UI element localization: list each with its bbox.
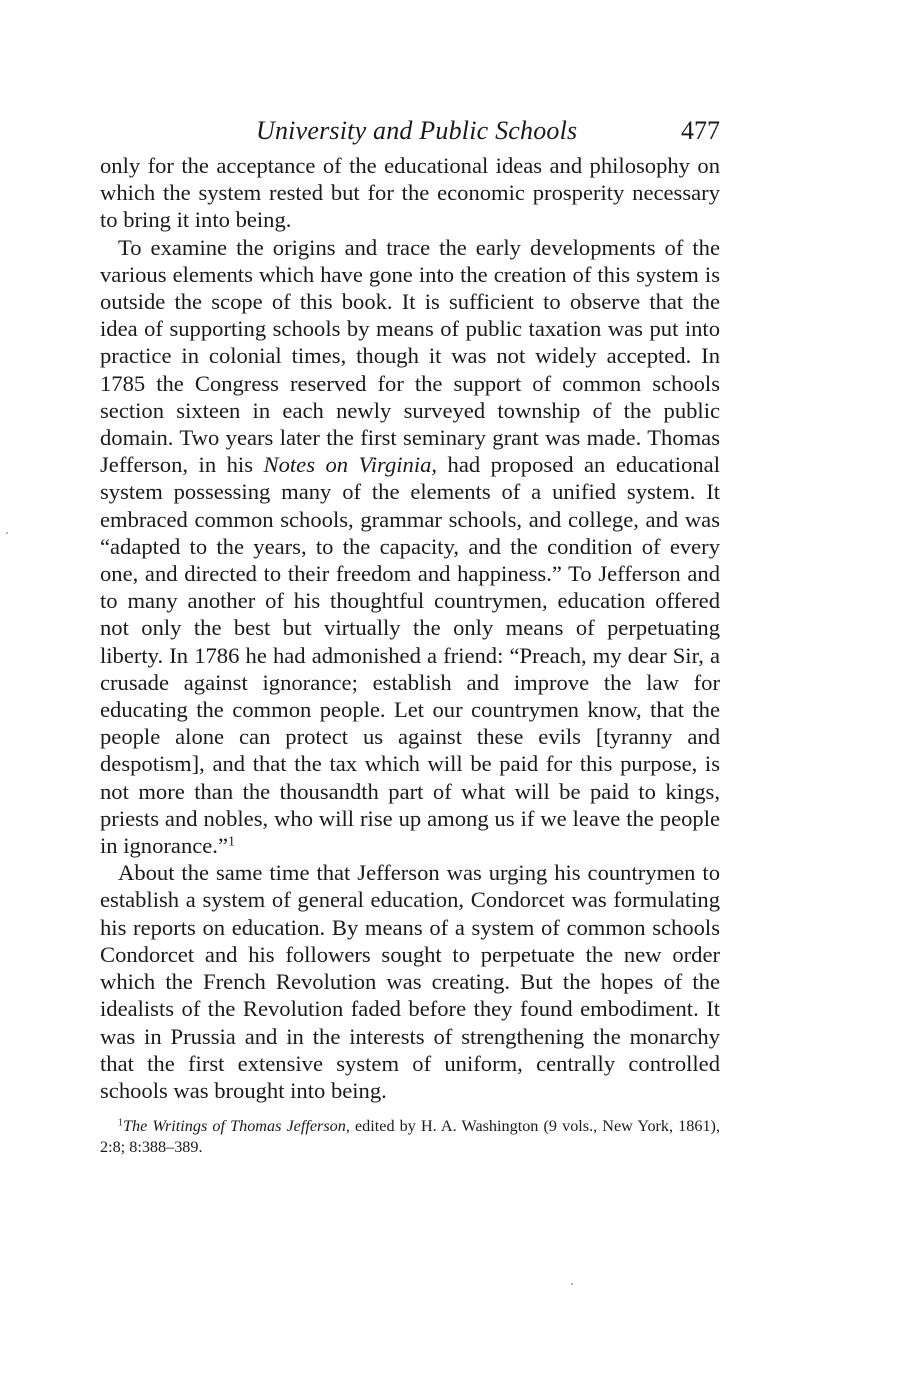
book-page bbox=[100, 112, 720, 1158]
footnotes bbox=[100, 1116, 720, 1158]
running-title: University and Public Schools bbox=[256, 116, 578, 145]
paragraph-text: had proposed an educational system possessing many of the elements of a unified system. It embraced common schools, grammar schools, and college, and was “adapted to the years, to the capacity, and the condition of every one, and directed to their freedom and happiness.” To Jefferson and to many another of his thoughtful countrymen, education offered not only the best but virtually the only means of perpetuating liberty. In 1786 he had admonished a friend: “Preach, my dear Sir, a crusade against ignorance; establish and improve the law for educating the common people. Let our countrymen know, that the people alone can protect us against these evils [tyranny and despotism], and that the tax which will be paid for this purpose, is not more than the thousandth part of what will be paid to kings, priests and nobles, who will rise up among us if we leave the people in ignorance.” bbox=[100, 452, 720, 859]
footnote-title-italic: The Writings of Thomas Jefferson, bbox=[123, 1117, 350, 1136]
footnote-reference[interactable]: 1 bbox=[227, 834, 235, 850]
footnote bbox=[100, 1116, 720, 1158]
body-text bbox=[100, 152, 720, 1104]
book-title-italic: Notes on Virginia, bbox=[263, 452, 438, 478]
scan-speck bbox=[571, 1283, 573, 1285]
page-number: 477 bbox=[681, 116, 720, 145]
paragraph-condorcet: About the same time that Jefferson was urging his countrymen to establish a system of general education, Condorcet was formulating his reports on education. By means of a system of common schools Condorcet and his followers sought to perpetuate the new order which the French Revolution was creating. But the hopes of the idealists of the Revolution faded before they found embodiment. It was in Prussia and in the interests of strengthening the monarchy that the first extensive system of uniform, centrally controlled schools was brought into being. bbox=[100, 860, 720, 1103]
footnote-marker: 1 bbox=[118, 1117, 124, 1129]
paragraph-text: To examine the origins and trace the early developments of the various elements which have gone into the creation of this system is outside the scope of this book. It is sufficient to observe that the idea of supporting schools by means of public taxation was put into practice in colonial times, though it was not widely accepted. In 1785 the Congress reserved for the support of common schools section sixteen in each newly surveyed township of the public domain. Two years later the first seminary grant was made. Thomas Jefferson, in his bbox=[100, 234, 720, 478]
running-head bbox=[100, 112, 720, 152]
paragraph-jefferson bbox=[100, 234, 720, 860]
paragraph-continued: only for the acceptance of the educational ideas and philosophy on which the system rested but for the economic prosperity necessary to bring it into being. bbox=[100, 153, 720, 233]
footnote-text: edited by H. A. Washington (9 vols., New York, 1861), 2:8; 8:388–389. bbox=[100, 1117, 720, 1157]
scan-speck bbox=[6, 532, 8, 534]
